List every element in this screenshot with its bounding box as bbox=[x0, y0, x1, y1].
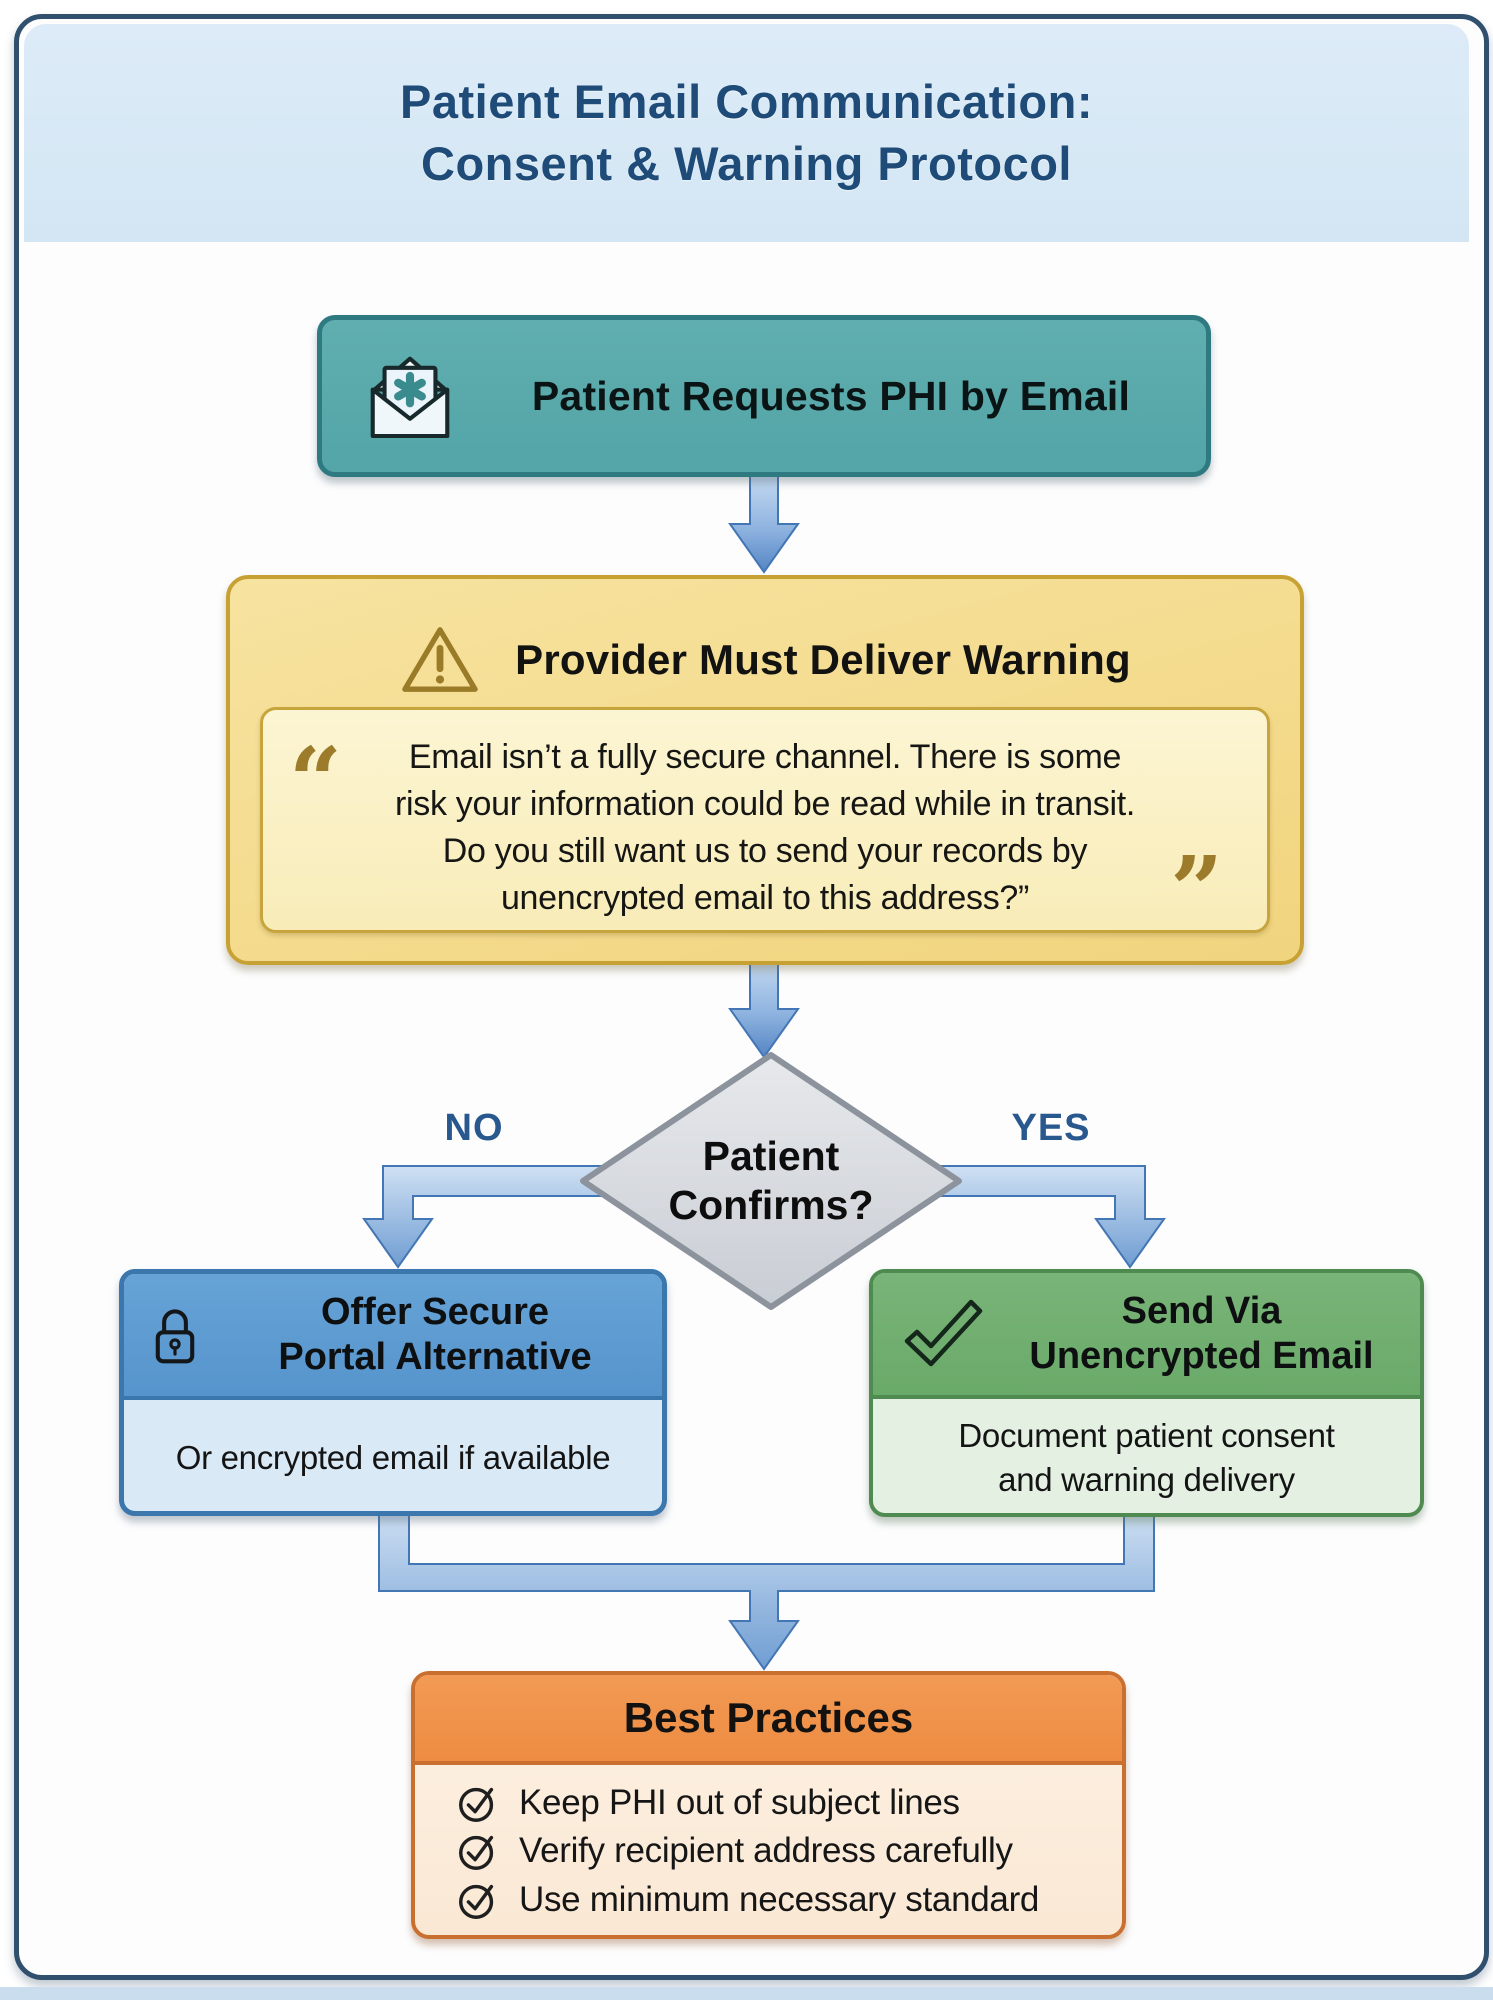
node-warning bbox=[226, 575, 1304, 965]
envelope-medical-icon bbox=[360, 346, 460, 446]
best-practice-item bbox=[455, 1877, 1102, 1923]
quote-open-mark: “ bbox=[289, 727, 342, 835]
best-practice-item bbox=[455, 1780, 1102, 1826]
node-request-label: Patient Requests PHI by Email bbox=[531, 372, 1131, 419]
node-offer-portal-title bbox=[218, 1290, 652, 1380]
node-request bbox=[317, 315, 1211, 477]
page-title-line1: Patient Email Communication: bbox=[400, 74, 1093, 128]
quote-close-mark: ” bbox=[1170, 836, 1223, 945]
node-best-practices-title: Best Practices bbox=[415, 1675, 1122, 1765]
check-circle-icon bbox=[455, 1877, 501, 1923]
bottom-strip bbox=[0, 1987, 1493, 2000]
offer-portal-note-text: Or encrypted email if available bbox=[175, 1438, 611, 1476]
arrow-warning-to-decision bbox=[730, 959, 798, 1057]
node-offer-portal bbox=[119, 1269, 667, 1516]
node-send-email-header bbox=[873, 1273, 1420, 1399]
check-circle-icon bbox=[455, 1780, 501, 1826]
send-email-title-line1: Send Via bbox=[1121, 1290, 1282, 1333]
node-warning-title: Provider Must Deliver Warning bbox=[515, 636, 1131, 683]
send-email-note-line2: and warning delivery bbox=[998, 1461, 1295, 1498]
offer-portal-title-line1: Offer Secure bbox=[320, 1291, 550, 1334]
quote-line: Do you still want us to send your records by bbox=[442, 831, 1088, 870]
send-email-note-line1: Document patient consent bbox=[958, 1417, 1335, 1455]
node-send-email-title bbox=[997, 1289, 1406, 1379]
decision-line2: Confirms? bbox=[668, 1182, 874, 1228]
merge-connector bbox=[379, 1509, 1154, 1669]
quote-line: risk your information could be read while in transit. bbox=[394, 784, 1135, 823]
check-icon bbox=[897, 1294, 987, 1374]
check-circle-icon bbox=[455, 1828, 501, 1874]
best-practices-list bbox=[455, 1777, 1102, 1925]
node-send-email bbox=[869, 1269, 1424, 1517]
best-practice-text: Verify recipient address carefully bbox=[519, 1831, 1013, 1870]
no-label: NO bbox=[444, 1107, 504, 1149]
send-email-title-line2: Unencrypted Email bbox=[1029, 1335, 1374, 1377]
node-best-practices bbox=[411, 1671, 1126, 1939]
warning-triangle-icon bbox=[399, 623, 481, 697]
best-practice-item bbox=[455, 1828, 1102, 1874]
best-practice-text: Use minimum necessary standard bbox=[519, 1879, 1040, 1919]
quote-line: Email isn’t a fully secure channel. There is some bbox=[408, 738, 1122, 776]
node-offer-portal-header bbox=[124, 1274, 662, 1400]
node-send-email-note bbox=[873, 1403, 1420, 1513]
warning-quote-text bbox=[323, 734, 1207, 922]
decision-line1: Patient bbox=[702, 1132, 840, 1179]
lock-icon bbox=[146, 1301, 204, 1369]
quote-line: unencrypted email to this address?” bbox=[500, 878, 1030, 917]
offer-portal-title-line2: Portal Alternative bbox=[278, 1336, 592, 1378]
page-title-line2: Consent & Warning Protocol bbox=[421, 137, 1072, 190]
node-warning-header bbox=[230, 605, 1300, 715]
arrow-request-to-warning bbox=[730, 475, 798, 572]
warning-quote-box bbox=[260, 707, 1270, 945]
decision-label bbox=[621, 1119, 921, 1243]
yes-label: YES bbox=[1011, 1107, 1091, 1149]
node-offer-portal-note bbox=[124, 1404, 662, 1511]
best-practice-text: Keep PHI out of subject lines bbox=[519, 1782, 960, 1822]
outer-card bbox=[14, 14, 1489, 1980]
